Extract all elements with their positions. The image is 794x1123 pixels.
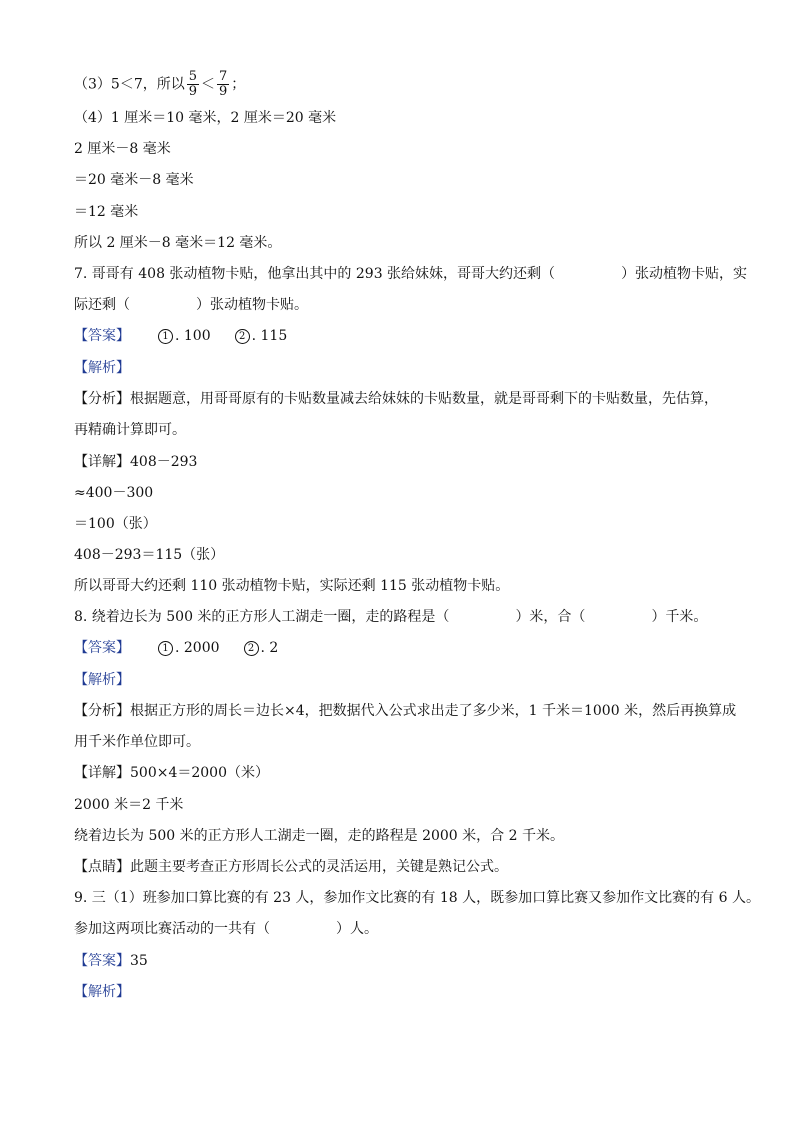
q8-fenxi-line-1: 【分析】根据正方形的周长＝边长×4，把数据代入公式求出走了多少米，1 千米＝1000 米，然后再换算成	[74, 703, 737, 719]
q9-stem-line-1: 9. 三（1）班参加口算比赛的有 23 人，参加作文比赛的有 18 人，既参加口算比赛又参加作文比赛的有 6 人。	[74, 890, 760, 906]
q9-stem-line-2: 参加这两项比赛活动的一共有（ ）人。	[74, 921, 378, 937]
q9-analysis-tag: 【解析】	[74, 984, 130, 1000]
circled-number-1: 1	[158, 329, 173, 344]
q7-detail-line-3: ＝100（张）	[74, 516, 157, 532]
circled-number-2: 2	[235, 329, 250, 344]
q7-detail-line-4: 408－293＝115（张）	[74, 547, 225, 563]
q7-detail-line-2: ≈400－300	[74, 485, 154, 501]
q6-line-3: （3）5＜7，所以 $\frac{5}{9}$ ＜ $\frac{7}{9}$ ；	[74, 69, 246, 99]
detail-tag: 【详解】	[74, 765, 130, 781]
answer-tag: 【答案】	[74, 328, 130, 344]
q8-detail-line-3: 绕着边长为 500 米的正方形人工湖走一圈，走的路程是 2000 米，合 2 千米。	[74, 828, 564, 844]
q6-line-7: ＝12 毫米	[74, 204, 139, 220]
q6-line-6: ＝20 毫米－8 毫米	[74, 172, 194, 188]
q8-answer: 【答案】 1 . 2000 2 . 2	[74, 640, 279, 656]
circled-number-1: 1	[158, 641, 173, 656]
q7-stem-line-2: 际还剩（ ）张动植物卡贴。	[74, 297, 308, 313]
fenxi-tag: 【分析】	[74, 703, 130, 719]
q6-line-8: 所以 2 厘米－8 毫米＝12 毫米。	[74, 235, 282, 251]
q7-detail-line-5: 所以哥哥大约还剩 110 张动植物卡贴，实际还剩 115 张动植物卡贴。	[74, 578, 510, 594]
answer-tag: 【答案】	[74, 953, 130, 969]
answer-tag: 【答案】	[74, 640, 130, 656]
q7-fenxi-line-2: 再精确计算即可。	[74, 422, 186, 438]
q8-detail-line-2: 2000 米＝2 千米	[74, 797, 184, 813]
fenxi-tag: 【分析】	[74, 391, 130, 407]
dianjing-tag: 【点睛】	[74, 859, 130, 875]
q7-detail-line-1: 【详解】408－293	[74, 454, 198, 470]
q9-answer: 【答案】35	[74, 953, 148, 969]
q8-analysis-tag: 【解析】	[74, 672, 130, 688]
q7-answer: 【答案】 1 . 100 2 . 115	[74, 328, 288, 344]
fraction-5-9: $\frac{5}{9}$	[188, 69, 198, 99]
q8-fenxi-line-2: 用千米作单位即可。	[74, 734, 200, 750]
q8-dianjing: 【点睛】此题主要考查正方形周长公式的灵活运用，关键是熟记公式。	[74, 859, 508, 875]
q6-line-4: （4）1 厘米＝10 毫米，2 厘米＝20 毫米	[74, 110, 337, 126]
q8-stem: 8. 绕着边长为 500 米的正方形人工湖走一圈，走的路程是（ ）米，合（ ）千米。	[74, 609, 708, 625]
q7-analysis-tag: 【解析】	[74, 360, 130, 376]
fraction-7-9: $\frac{7}{9}$	[219, 69, 228, 99]
q6-line-5: 2 厘米－8 毫米	[74, 141, 171, 157]
q7-stem-line-1: 7. 哥哥有 408 张动植物卡贴，他拿出其中的 293 张给妹妹，哥哥大约还剩（ ）张动植物卡贴，实	[74, 266, 748, 282]
detail-tag: 【详解】	[74, 454, 130, 470]
q8-detail-line-1: 【详解】500×4＝2000（米）	[74, 765, 269, 781]
circled-number-2: 2	[244, 641, 259, 656]
q7-fenxi-line-1: 【分析】根据题意，用哥哥原有的卡贴数量减去给妹妹的卡贴数量，就是哥哥剩下的卡贴数量，先估算，	[74, 391, 718, 407]
